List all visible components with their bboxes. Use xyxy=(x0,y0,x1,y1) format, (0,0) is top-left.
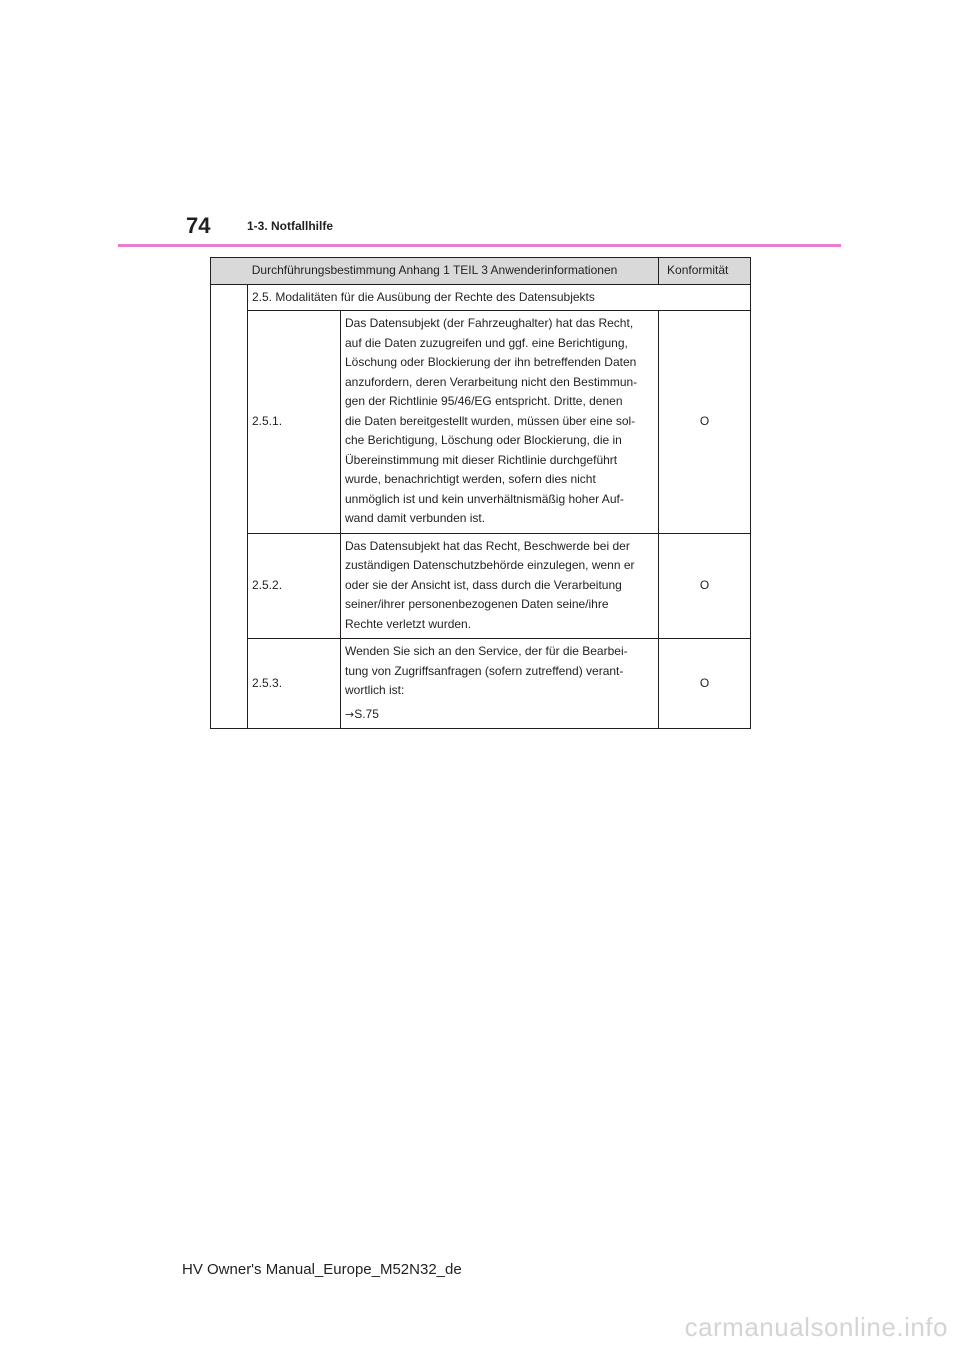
row-conformity: O xyxy=(659,533,751,639)
page-reference-link[interactable] xyxy=(345,705,654,725)
description-line: oder sie der Ansicht ist, dass durch die Verarbeitung xyxy=(345,577,622,592)
row-number: 2.5.1. xyxy=(248,311,341,534)
arrow-right-icon: → xyxy=(345,707,355,721)
description-line: wurde, benachrichtigt werden, sofern dies nicht xyxy=(345,472,596,486)
row-number: 2.5.3. xyxy=(248,639,341,729)
column-header-regulation: Durchführungsbestimmung Anhang 1 TEIL 3 Anwenderinformationen xyxy=(211,258,659,285)
table-subheading-row xyxy=(211,285,751,311)
row-number: 2.5.2. xyxy=(248,533,341,639)
description-line: anzufordern, deren Verarbeitung nicht den Bestimmun- xyxy=(345,374,638,389)
description-line: Löschung oder Blockierung der ihn betreffenden Daten xyxy=(345,355,637,369)
description-line: tung von Zugriffsanfragen (sofern zutreffend) verant- xyxy=(345,663,624,678)
description-line: auf die Daten zuzugreifen und ggf. eine Berichtigung, xyxy=(345,335,628,350)
table-row xyxy=(211,639,751,729)
description-line: gen der Richtlinie 95/46/EG entspricht. Dritte, denen xyxy=(345,394,623,408)
row-conformity: O xyxy=(659,639,751,729)
table-header-row xyxy=(211,258,751,285)
header-divider xyxy=(118,244,841,247)
watermark: carmanualsonline.info xyxy=(684,1312,948,1342)
row-conformity: O xyxy=(659,311,751,534)
page-number: 74 xyxy=(186,213,211,238)
row-description xyxy=(341,311,659,534)
description-line: wortlich ist: xyxy=(345,683,405,697)
description-line: Wenden Sie sich an den Service, der für die Bearbei- xyxy=(345,644,628,658)
table-row xyxy=(211,533,751,639)
description-line: Das Datensubjekt hat das Recht, Beschwerde bei der xyxy=(345,538,630,553)
regulation-table xyxy=(210,257,751,729)
description-line: che Berichtigung, Löschung oder Blockierung, die in xyxy=(345,433,622,447)
description-line: Rechte verletzt wurden. xyxy=(345,616,472,631)
row-description xyxy=(341,639,659,729)
description-line: unmöglich ist und kein unverhältnismäßig hoher Auf- xyxy=(345,491,624,506)
table-row xyxy=(211,311,751,534)
description-line: Das Datensubjekt (der Fahrzeughalter) hat das Recht, xyxy=(345,316,634,330)
column-header-conformity: Konformität xyxy=(659,258,751,285)
footer-manual-name: HV Owner's Manual_Europe_M52N32_de xyxy=(182,1261,462,1278)
indent-column xyxy=(211,285,248,729)
description-line: wand damit verbunden ist. xyxy=(345,511,486,525)
description-line: Übereinstimmung mit dieser Richtlinie durchgeführt xyxy=(345,452,618,467)
table-subheading: 2.5. Modalitäten für die Ausübung der Rechte des Datensubjekts xyxy=(248,285,751,311)
description-line: die Daten bereitgestellt wurden, müssen über eine sol- xyxy=(345,413,636,428)
description-line: zuständigen Datenschutzbehörde einzulegen, wenn er xyxy=(345,558,635,572)
description-line: seiner/ihrer personenbezogenen Daten seine/ihre xyxy=(345,597,609,611)
page-reference-text: S.75 xyxy=(354,706,379,721)
section-title: 1-3. Notfallhilfe xyxy=(247,219,334,233)
row-description xyxy=(341,533,659,639)
